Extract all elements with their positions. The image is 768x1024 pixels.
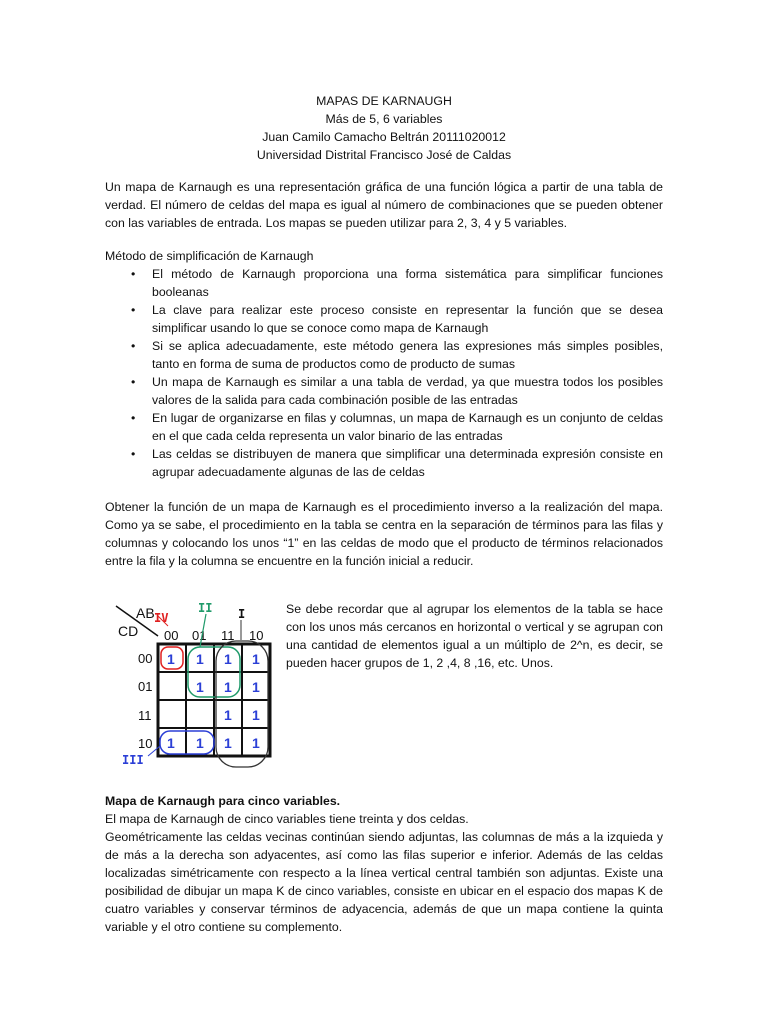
five-variables-line: El mapa de Karnaugh de cinco variables tiene treinta y dos celdas. xyxy=(105,812,469,826)
kmap-col-header: 10 xyxy=(249,628,264,643)
bullet-dot-icon: • xyxy=(131,303,136,317)
document-author: Juan Camilo Camacho Beltrán 20111020012 xyxy=(262,130,506,144)
bullet-item: • En lugar de organizarse en filas y columnas, un mapa de Karnaugh es un conjunto de celdas en el que cada celda representa un valor binario de las entradas xyxy=(131,411,663,443)
bullet-item: • La clave para realizar este proceso consiste en representar la función que se desea simplificar usando lo que se conoce como mapa de Karnaugh xyxy=(131,303,663,335)
bullet-item: • Las celdas se distribuyen de manera que simplificar una determinada expresión consiste en agrupar adecuadamente algunas de las de celdas xyxy=(131,447,663,479)
kmap-cell: 1 xyxy=(224,651,232,667)
karnaugh-map-figure xyxy=(110,596,280,771)
kmap-row-var: CD xyxy=(118,623,139,639)
document-header xyxy=(105,92,663,164)
bullet-dot-icon: • xyxy=(131,267,136,281)
method-bullet-list xyxy=(105,265,663,481)
document-university: Universidad Distrital Francisco José de Caldas xyxy=(256,148,512,162)
group-label-iii: III xyxy=(122,753,144,767)
method-title: Método de simplificación de Karnaugh xyxy=(105,249,314,263)
kmap-row-header: 11 xyxy=(138,708,152,723)
kmap-cell: 1 xyxy=(252,707,260,723)
bullet-dot-icon: • xyxy=(131,375,136,389)
five-variables-body: Geométricamente las celdas vecinas continúan siendo adjuntas, las columnas de más a la izquieda y de más a la derecha son adyacentes, así como las filas superior e inferior. Además de las celdas localizadas simétricamente con respecto a la línea vertical central también son adjuntas. Existe una posibilidad de dibujar un mapa K de cinco variables, consiste en ubicar en el espacio dos mapas K de cuatro variables y conservar términos de adyacencia, además de que un mapa contiene la quinta variable y el otro contiene su complemento. xyxy=(105,830,663,934)
bullet-item: • Si se aplica adecuadamente, este método genera las expresiones más simples posibles, tanto en forma de suma de productos como de producto de sumas xyxy=(131,339,663,371)
bullet-dot-icon: • xyxy=(131,339,136,353)
kmap-cell: 1 xyxy=(196,679,204,695)
kmap-row-header: 10 xyxy=(138,736,153,751)
kmap-cell: 1 xyxy=(224,735,232,751)
kmap-cell: 1 xyxy=(167,651,175,667)
kmap-col-header: 01 xyxy=(192,628,207,643)
document-subtitle: Más de 5, 6 variables xyxy=(325,112,443,126)
inverse-paragraph: Obtener la función de un mapa de Karnaugh es el procedimiento inverso a la realización del mapa. Como ya se sabe, el procedimiento en la tabla se centra en la separación de términos para las filas y columnas y colocando los unos “1” en las celdas de modo que el producto de términos relacionados entre la fila y la columna se encuentre en la función inicial a reducir. xyxy=(105,500,663,568)
five-variables-section xyxy=(105,792,663,936)
kmap-row-header: 00 xyxy=(138,651,153,666)
kmap-row-header: 01 xyxy=(138,679,153,694)
group-label-i: I xyxy=(238,607,246,621)
kmap-cell: 1 xyxy=(224,707,232,723)
kmap-cell: 1 xyxy=(252,735,260,751)
kmap-cell: 1 xyxy=(252,679,260,695)
bullet-item: • Un mapa de Karnaugh es similar a una tabla de verdad, ya que muestra todos los posibles valores de la salida para cada combinación posible de las entradas xyxy=(131,375,663,407)
intro-paragraph: Un mapa de Karnaugh es una representación gráfica de una función lógica a partir de una tabla de verdad. El número de celdas del mapa es igual al número de combinaciones que se pueden obtener con las variables de entrada. Los mapas se pueden utilizar para 2, 3, 4 y 5 variables. xyxy=(105,180,663,230)
group-label-iv: IV xyxy=(154,611,169,625)
document-title: MAPAS DE KARNAUGH xyxy=(316,94,452,108)
kmap-col-var: AB xyxy=(136,605,155,621)
kmap-cell: 1 xyxy=(196,651,204,667)
grouping-note-paragraph: Se debe recordar que al agrupar los elementos de la tabla se hace con los unos más cercanos en horizontal o vertical y se agrupan con una cantidad de elementos igual a un múltiplo de 2^n, es decir, se pueden hacer grupos de 1, 2 ,4, 8 ,16, etc. Unos. xyxy=(286,602,663,670)
bullet-dot-icon: • xyxy=(131,411,136,425)
five-variables-title: Mapa de Karnaugh para cinco variables. xyxy=(105,794,341,808)
bullet-item: • El método de Karnaugh proporciona una forma sistemática para simplificar funciones booleanas xyxy=(131,267,663,299)
kmap-cell: 1 xyxy=(224,679,232,695)
group-label-ii: II xyxy=(198,601,213,615)
kmap-col-header: 00 xyxy=(164,628,179,643)
kmap-cell: 1 xyxy=(167,735,175,751)
kmap-cell: 1 xyxy=(196,735,204,751)
kmap-col-header: 11 xyxy=(221,628,235,643)
kmap-cell: 1 xyxy=(252,651,260,667)
bullet-dot-icon: • xyxy=(131,447,136,461)
